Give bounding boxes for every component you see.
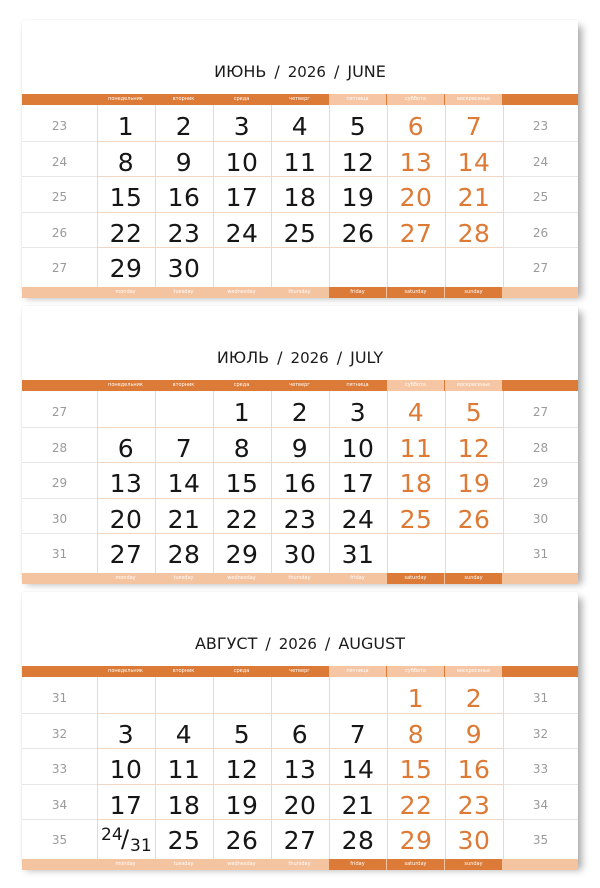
day-cell[interactable]: 10 bbox=[109, 755, 143, 784]
day-cell[interactable]: 16 bbox=[167, 183, 201, 212]
weekday-header-ru: понедельник bbox=[97, 380, 154, 391]
weekday-footer-en: monday bbox=[97, 573, 154, 584]
day-cell[interactable]: 3 bbox=[233, 112, 251, 141]
weekday-footer-en: monday bbox=[97, 859, 154, 870]
weekend-day-cell[interactable]: 4 bbox=[407, 398, 425, 427]
weekday-header-ru: среда bbox=[213, 666, 270, 677]
week-number-left: 24 bbox=[51, 155, 68, 169]
month-name-en: AUGUST bbox=[338, 634, 406, 653]
week-number-right: 32 bbox=[532, 727, 549, 741]
month-card bbox=[22, 306, 578, 581]
weekend-day-cell[interactable]: 27 bbox=[399, 219, 433, 248]
title-separator: / bbox=[265, 634, 271, 653]
day-cell[interactable]: 9 bbox=[291, 434, 309, 463]
weekday-footer-en: wednesday bbox=[213, 859, 270, 870]
day-cell[interactable]: 20 bbox=[283, 791, 317, 820]
day-cell[interactable]: 19 bbox=[341, 183, 375, 212]
title-separator: / bbox=[277, 348, 283, 367]
weekday-footer-en: thursday bbox=[271, 573, 328, 584]
day-cell[interactable]: 3 bbox=[117, 720, 135, 749]
week-number-right: 30 bbox=[532, 512, 549, 526]
week-number-left: 31 bbox=[51, 691, 68, 705]
weekend-day-cell[interactable]: 13 bbox=[399, 148, 433, 177]
month-title bbox=[22, 346, 578, 370]
weekend-day-cell[interactable]: 15 bbox=[399, 755, 433, 784]
day-cell[interactable]: 21 bbox=[167, 505, 201, 534]
week-number-right: 23 bbox=[532, 119, 549, 133]
day-cell[interactable]: 7 bbox=[349, 720, 367, 749]
day-cell[interactable]: 17 bbox=[109, 791, 143, 820]
day-cell[interactable]: 18 bbox=[283, 183, 317, 212]
week-number-left: 27 bbox=[51, 405, 68, 419]
weekday-header-ru: пятница bbox=[329, 94, 386, 105]
month-card bbox=[22, 592, 578, 867]
week-number-right: 26 bbox=[532, 226, 549, 240]
month-title bbox=[22, 60, 578, 84]
weekday-footer-en: monday bbox=[97, 287, 154, 298]
weekday-footer-en: tuesday bbox=[155, 859, 212, 870]
week-number-left: 28 bbox=[51, 441, 68, 455]
weekend-day-cell[interactable]: 6 bbox=[407, 112, 425, 141]
weekday-header-ru: воскресенье bbox=[445, 666, 502, 677]
day-cell[interactable]: 25 bbox=[167, 826, 201, 855]
weekday-footer-en: sunday bbox=[445, 287, 502, 298]
year-label: 2026 bbox=[290, 349, 329, 367]
weekday-header-ru: вторник bbox=[155, 380, 212, 391]
day-cell[interactable]: 13 bbox=[109, 469, 143, 498]
month-name-ru: АВГУСТ bbox=[194, 634, 258, 653]
weekend-day-cell[interactable]: 7 bbox=[465, 112, 483, 141]
day-cell[interactable]: 13 bbox=[283, 755, 317, 784]
day-cell[interactable]: 10 bbox=[225, 148, 259, 177]
day-cell[interactable]: 16 bbox=[283, 469, 317, 498]
day-cell[interactable]: 22 bbox=[225, 505, 259, 534]
day-cell[interactable]: 21 bbox=[341, 791, 375, 820]
weekend-day-cell[interactable]: 20 bbox=[399, 183, 433, 212]
weekday-header-ru: среда bbox=[213, 94, 270, 105]
weekend-day-cell[interactable]: 16 bbox=[457, 755, 491, 784]
week-number-left: 27 bbox=[51, 261, 68, 275]
week-number-left: 35 bbox=[51, 833, 68, 847]
day-cell[interactable]: 1 bbox=[233, 398, 251, 427]
weekend-day-cell[interactable]: 1 bbox=[407, 684, 425, 713]
day-cell[interactable]: 4 bbox=[291, 112, 309, 141]
title-separator: / bbox=[336, 348, 343, 367]
weekday-header-ru: четверг bbox=[271, 94, 328, 105]
day-cell[interactable]: 10 bbox=[341, 434, 375, 463]
week-number-left: 30 bbox=[51, 512, 68, 526]
week-number-left: 33 bbox=[51, 762, 68, 776]
week-number-right: 31 bbox=[532, 547, 549, 561]
weekday-footer-en: tuesday bbox=[155, 287, 212, 298]
weekday-header-ru: вторник bbox=[155, 666, 212, 677]
weekend-day-cell[interactable]: 29 bbox=[399, 826, 433, 855]
weekday-header-ru: пятница bbox=[329, 380, 386, 391]
weekend-day-cell[interactable]: 25 bbox=[399, 505, 433, 534]
day-cell[interactable]: 23 bbox=[283, 505, 317, 534]
day-cell[interactable]: 17 bbox=[225, 183, 259, 212]
day-cell[interactable]: 1 bbox=[117, 112, 135, 141]
title-separator: / bbox=[274, 62, 280, 81]
day-cell[interactable]: 26 bbox=[225, 826, 259, 855]
week-number-right: 27 bbox=[532, 261, 549, 275]
year-label: 2026 bbox=[278, 635, 317, 653]
week-number-left: 23 bbox=[51, 119, 68, 133]
day-cell[interactable]: 12 bbox=[341, 148, 375, 177]
day-cell[interactable]: 19 bbox=[225, 791, 259, 820]
weekend-day-cell[interactable]: 18 bbox=[399, 469, 433, 498]
weekday-header-ru: пятница bbox=[329, 666, 386, 677]
day-cell[interactable]: 27 bbox=[283, 826, 317, 855]
month-name-ru: ИЮНЬ bbox=[214, 62, 267, 81]
weekday-header-ru: суббота bbox=[387, 666, 444, 677]
day-cell[interactable]: 6 bbox=[117, 434, 135, 463]
day-cell[interactable]: 24 bbox=[341, 505, 375, 534]
day-cell[interactable]: 5 bbox=[233, 720, 251, 749]
title-separator: / bbox=[324, 634, 331, 653]
day-cell[interactable]: 29 bbox=[109, 254, 143, 283]
weekday-footer-en: saturday bbox=[387, 287, 444, 298]
day-cell[interactable]: 20 bbox=[109, 505, 143, 534]
year-label: 2026 bbox=[287, 63, 326, 81]
day-cell[interactable]: 23 bbox=[167, 219, 201, 248]
weekend-day-cell[interactable]: 14 bbox=[457, 148, 491, 177]
day-cell[interactable]: 29 bbox=[225, 540, 259, 569]
weekend-day-cell[interactable]: 22 bbox=[399, 791, 433, 820]
week-number-left: 31 bbox=[51, 547, 68, 561]
day-cell[interactable]: 15 bbox=[109, 183, 143, 212]
weekday-header-ru: суббота bbox=[387, 94, 444, 105]
day-cell[interactable]: 3 bbox=[349, 398, 367, 427]
weekend-day-cell[interactable]: 2 bbox=[465, 684, 483, 713]
day-cell[interactable]: 31 bbox=[341, 540, 375, 569]
day-cell[interactable]: 24 bbox=[225, 219, 259, 248]
weekday-footer-en: thursday bbox=[271, 859, 328, 870]
weekday-footer-en: tuesday bbox=[155, 573, 212, 584]
weekday-header-ru: четверг bbox=[271, 666, 328, 677]
weekday-footer-en: wednesday bbox=[213, 573, 270, 584]
weekend-day-cell[interactable]: 19 bbox=[457, 469, 491, 498]
weekday-footer-en: friday bbox=[329, 287, 386, 298]
day-cell[interactable]: 26 bbox=[341, 219, 375, 248]
day-cell[interactable]: 6 bbox=[291, 720, 309, 749]
week-number-left: 29 bbox=[51, 476, 68, 490]
day-cell[interactable]: 22 bbox=[109, 219, 143, 248]
title-separator: / bbox=[333, 62, 340, 81]
week-number-left: 32 bbox=[51, 727, 68, 741]
day-cell[interactable]: 2 bbox=[175, 112, 193, 141]
day-cell[interactable]: 30 bbox=[167, 254, 201, 283]
weekday-header-ru: воскресенье bbox=[445, 380, 502, 391]
split-separator: / bbox=[121, 825, 130, 853]
day-cell[interactable]: 28 bbox=[167, 540, 201, 569]
day-cell[interactable]: 5 bbox=[349, 112, 367, 141]
day-cell[interactable]: 27 bbox=[109, 540, 143, 569]
weekday-footer-en: friday bbox=[329, 573, 386, 584]
day-cell[interactable]: 15 bbox=[225, 469, 259, 498]
weekday-footer-en: saturday bbox=[387, 573, 444, 584]
weekend-day-cell[interactable]: 30 bbox=[457, 826, 491, 855]
day-cell[interactable]: 9 bbox=[175, 148, 193, 177]
weekend-day-cell[interactable]: 26 bbox=[457, 505, 491, 534]
day-cell[interactable]: 2 bbox=[291, 398, 309, 427]
day-cell[interactable]: 4 bbox=[175, 720, 193, 749]
week-number-right: 29 bbox=[532, 476, 549, 490]
month-card bbox=[22, 20, 578, 295]
weekend-day-cell[interactable]: 28 bbox=[457, 219, 491, 248]
week-number-left: 34 bbox=[51, 798, 68, 812]
weekday-footer-en: wednesday bbox=[213, 287, 270, 298]
weekday-footer-en: friday bbox=[329, 859, 386, 870]
weekend-day-cell[interactable]: 21 bbox=[457, 183, 491, 212]
day-cell-split[interactable] bbox=[97, 823, 155, 858]
month-name-en: JULY bbox=[350, 348, 384, 367]
weekday-header-ru: воскресенье bbox=[445, 94, 502, 105]
day-cell[interactable]: 14 bbox=[167, 469, 201, 498]
day-cell[interactable]: 8 bbox=[233, 434, 251, 463]
weekday-header-ru: понедельник bbox=[97, 94, 154, 105]
day-cell[interactable]: 14 bbox=[341, 755, 375, 784]
day-number: 31 bbox=[130, 836, 152, 856]
week-number-right: 33 bbox=[532, 762, 549, 776]
weekday-header-ru: четверг bbox=[271, 380, 328, 391]
week-number-left: 25 bbox=[51, 190, 68, 204]
day-cell[interactable]: 25 bbox=[283, 219, 317, 248]
week-number-right: 31 bbox=[532, 691, 549, 705]
week-number-right: 25 bbox=[532, 190, 549, 204]
weekend-day-cell[interactable]: 8 bbox=[407, 720, 425, 749]
week-number-right: 35 bbox=[532, 833, 549, 847]
day-cell[interactable]: 18 bbox=[167, 791, 201, 820]
week-number-right: 24 bbox=[532, 155, 549, 169]
weekday-footer-en: sunday bbox=[445, 859, 502, 870]
day-cell[interactable]: 30 bbox=[283, 540, 317, 569]
week-number-right: 28 bbox=[532, 441, 549, 455]
day-cell[interactable]: 8 bbox=[117, 148, 135, 177]
weekend-day-cell[interactable]: 12 bbox=[457, 434, 491, 463]
week-number-right: 34 bbox=[532, 798, 549, 812]
day-cell[interactable]: 28 bbox=[341, 826, 375, 855]
weekday-footer-en: sunday bbox=[445, 573, 502, 584]
weekend-day-cell[interactable]: 9 bbox=[465, 720, 483, 749]
weekday-footer-en: thursday bbox=[271, 287, 328, 298]
day-cell[interactable]: 11 bbox=[167, 755, 201, 784]
week-number-right: 27 bbox=[532, 405, 549, 419]
month-name-ru: ИЮЛЬ bbox=[216, 348, 270, 367]
weekday-header-ru: среда bbox=[213, 380, 270, 391]
weekend-day-cell[interactable]: 11 bbox=[399, 434, 433, 463]
day-cell[interactable]: 12 bbox=[225, 755, 259, 784]
month-name-en: JUNE bbox=[347, 62, 386, 81]
month-title bbox=[22, 632, 578, 656]
weekend-day-cell[interactable]: 23 bbox=[457, 791, 491, 820]
weekday-header-ru: вторник bbox=[155, 94, 212, 105]
day-cell[interactable]: 7 bbox=[175, 434, 193, 463]
weekday-header-ru: понедельник bbox=[97, 666, 154, 677]
weekend-day-cell[interactable]: 5 bbox=[465, 398, 483, 427]
day-number: 24 bbox=[101, 825, 123, 845]
day-cell[interactable]: 11 bbox=[283, 148, 317, 177]
week-number-left: 26 bbox=[51, 226, 68, 240]
day-cell[interactable]: 17 bbox=[341, 469, 375, 498]
weekday-header-ru: суббота bbox=[387, 380, 444, 391]
weekday-footer-en: saturday bbox=[387, 859, 444, 870]
